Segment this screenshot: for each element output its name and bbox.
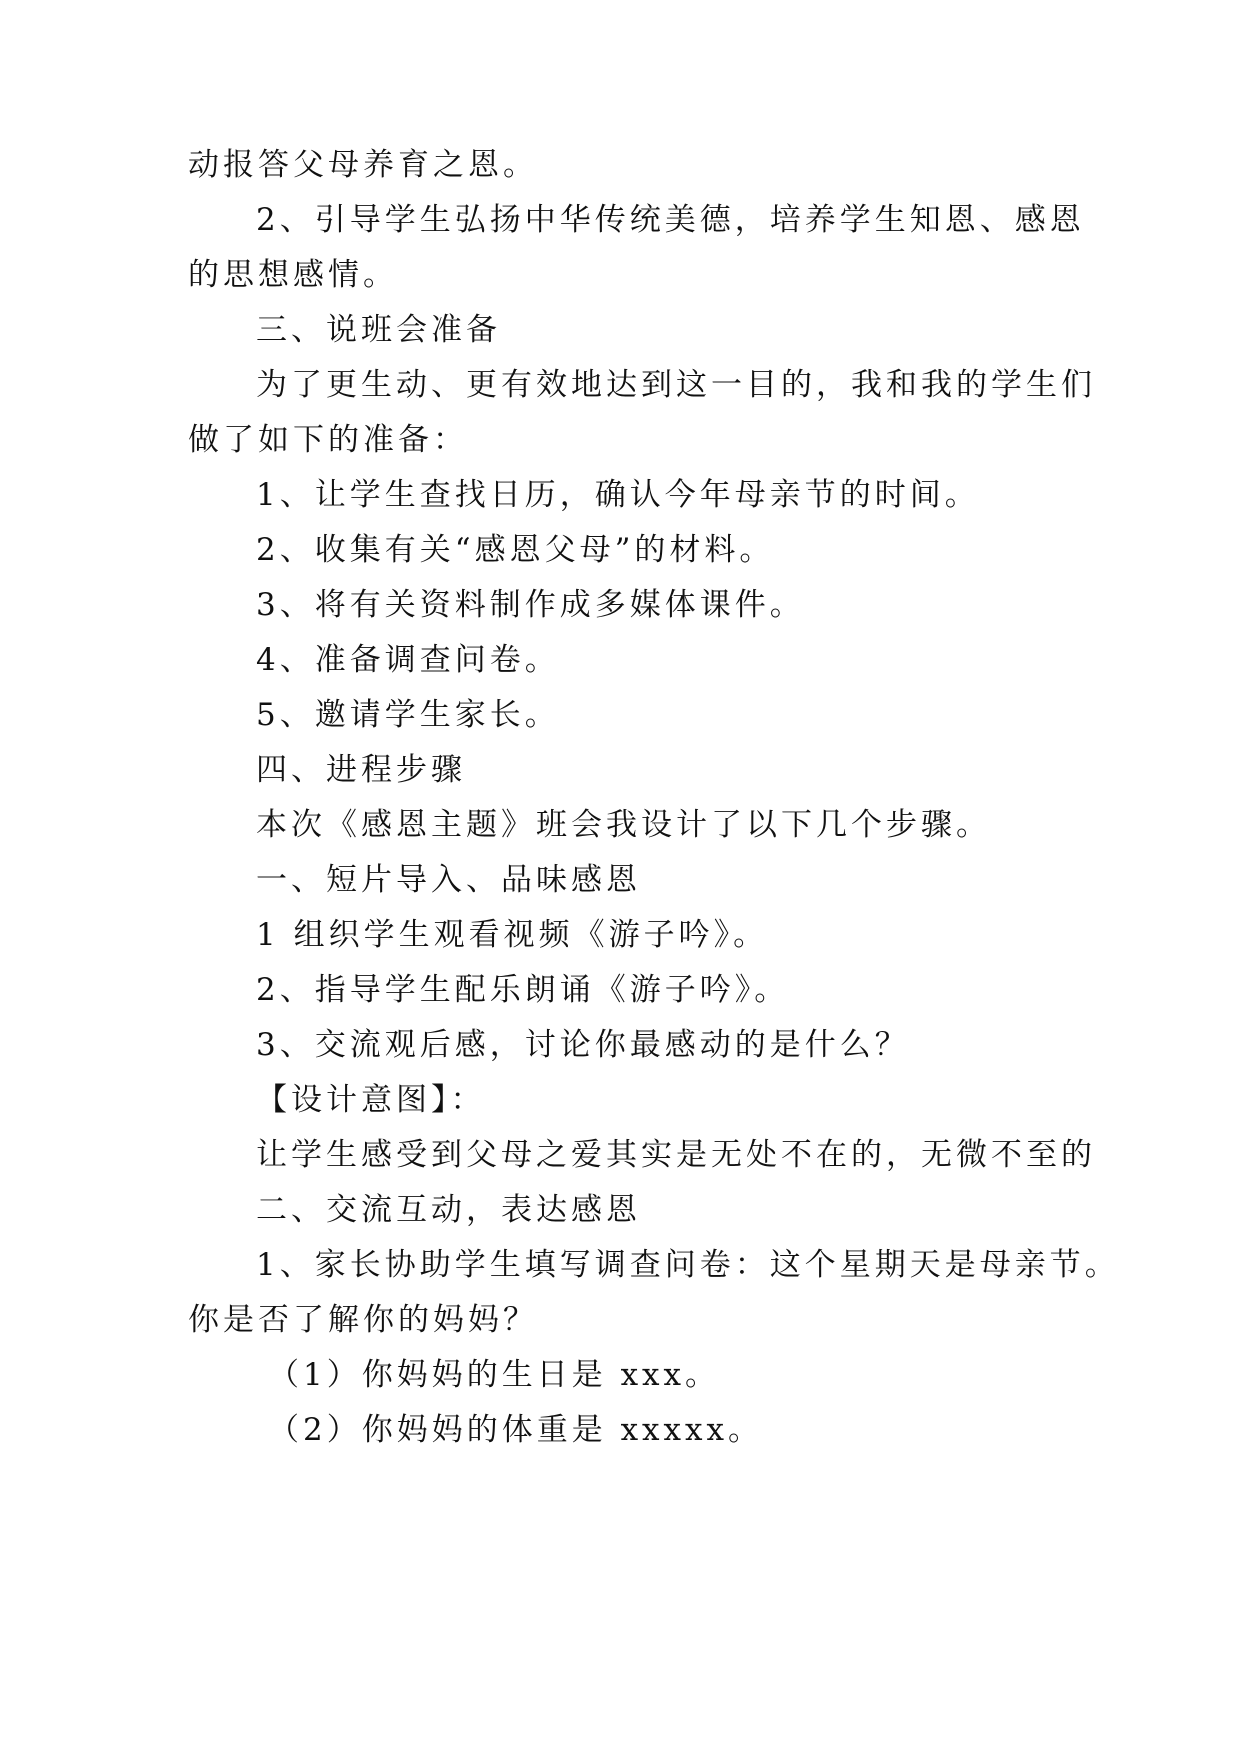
list-item: 3、交流观后感，讨论你最感动的是什么？ bbox=[256, 1027, 910, 1063]
question-item: （2）你妈妈的体重是 xxxxx。 bbox=[268, 1412, 763, 1448]
section-heading: 四、进程步骤 bbox=[256, 752, 466, 788]
list-item: 1、家长协助学生填写调查问卷：这个星期天是母亲节。 bbox=[256, 1247, 1120, 1283]
question-item: （1）你妈妈的生日是 xxx。 bbox=[268, 1357, 721, 1393]
text-line: 为了更生动、更有效地达到这一目的，我和我的学生们 bbox=[256, 367, 1096, 403]
list-item: 2、指导学生配乐朗诵《游子吟》。 bbox=[256, 972, 790, 1008]
text-line: 你是否了解你的妈妈？ bbox=[188, 1302, 538, 1338]
step-heading: 一、短片导入、品味感恩 bbox=[256, 862, 641, 898]
list-item: 1 组织学生观看视频《游子吟》。 bbox=[256, 917, 769, 953]
section-heading: 三、说班会准备 bbox=[256, 312, 501, 348]
list-item: 3、将有关资料制作成多媒体课件。 bbox=[256, 587, 805, 623]
text-line: 本次《感恩主题》班会我设计了以下几个步骤。 bbox=[256, 807, 991, 843]
text-line: 的思想感情。 bbox=[188, 257, 398, 293]
step-heading: 二、交流互动，表达感恩 bbox=[256, 1192, 641, 1228]
text-line: 2、引导学生弘扬中华传统美德，培养学生知恩、感恩 bbox=[256, 202, 1085, 238]
text-line: 让学生感受到父母之爱其实是无处不在的，无微不至的 bbox=[256, 1137, 1096, 1173]
text-line: 做了如下的准备： bbox=[188, 422, 468, 458]
list-item: 1、让学生查找日历，确认今年母亲节的时间。 bbox=[256, 477, 980, 513]
list-item: 4、准备调查问卷。 bbox=[256, 642, 560, 678]
list-item: 5、邀请学生家长。 bbox=[256, 697, 560, 733]
text-line: 动报答父母养育之恩。 bbox=[188, 147, 538, 183]
design-intent-label: 【设计意图】： bbox=[256, 1082, 486, 1118]
list-item: 2、收集有关“感恩父母”的材料。 bbox=[256, 532, 775, 568]
